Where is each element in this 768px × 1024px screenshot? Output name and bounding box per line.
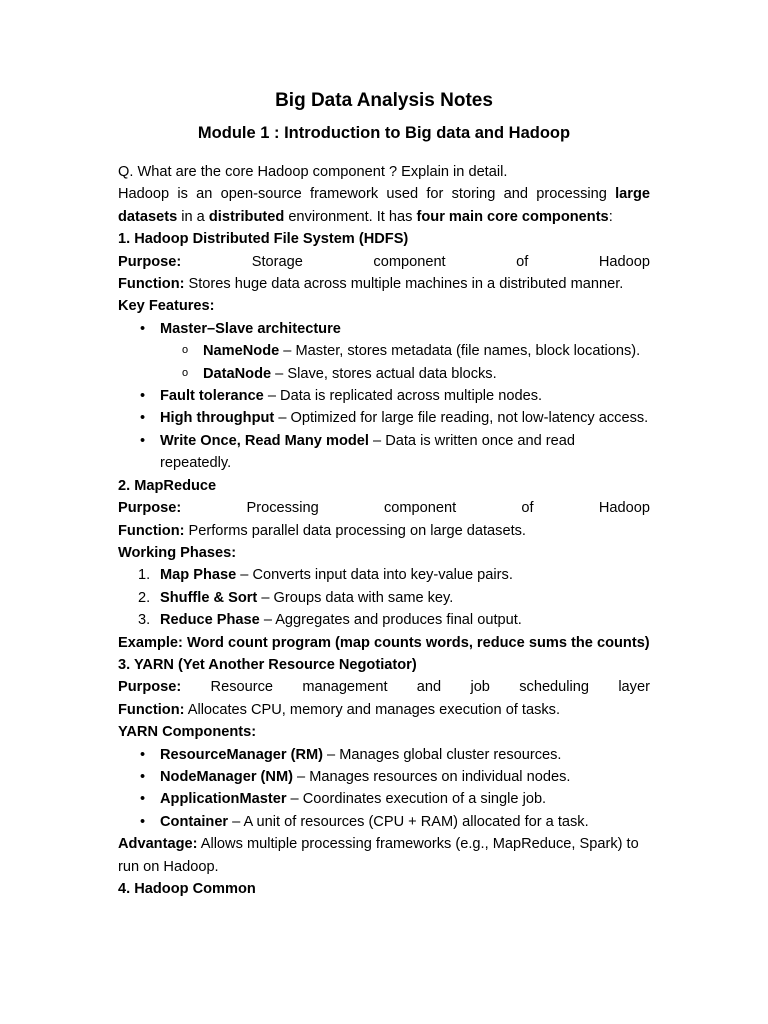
document-body [118, 88, 650, 900]
intro-bold-large: large [615, 186, 650, 203]
phase-text: – Aggregates and produces final output. [259, 612, 522, 629]
hdfs-purpose-word: component [373, 253, 446, 270]
hdfs-function-line [118, 273, 650, 295]
common-heading [118, 878, 650, 900]
yarn-advantage [118, 833, 650, 878]
list-item [118, 587, 650, 609]
hdfs-purpose-word: Storage [251, 253, 303, 270]
worm-text: – Data is written once and read repeatedly. [160, 432, 576, 472]
master-slave-label: Master–Slave architecture [160, 320, 341, 337]
component-text: – Manages global cluster resources. [323, 746, 562, 763]
intro-text-4: : [608, 208, 613, 225]
list-item [118, 609, 650, 631]
hdfs-heading-text: 1. Hadoop Distributed File System (HDFS) [118, 231, 409, 248]
namenode-text: – Master, stores metadata (file names, block locations). [279, 343, 641, 360]
yarn-purpose-word: layer [618, 679, 650, 696]
yarn-purpose-label: Purpose: [118, 679, 182, 696]
throughput-text: – Optimized for large file reading, not low-latency access. [274, 410, 649, 427]
intro-bold-datasets: datasets [118, 208, 178, 225]
component-label: ResourceManager (RM) [160, 746, 323, 763]
intro-paragraph [118, 183, 650, 228]
phase-text: – Converts input data into key-value pairs. [236, 567, 513, 584]
list-item [118, 385, 650, 407]
hdfs-features-list [118, 318, 650, 475]
page-title: Big Data Analysis Notes [275, 90, 493, 111]
hdfs-purpose-word: of [516, 253, 529, 270]
mapreduce-function-label: Function: [118, 522, 185, 539]
hdfs-purpose-line [118, 251, 650, 273]
list-item [118, 766, 650, 788]
throughput-label: High throughput [160, 410, 275, 427]
intro-bold-components: four main core components [416, 208, 609, 225]
yarn-purpose-word: and [416, 679, 442, 696]
mapreduce-purpose-word: Processing [246, 500, 319, 517]
intro-bold-distributed: distributed [208, 208, 285, 225]
phases-label [118, 542, 650, 564]
component-text: – Manages resources on individual nodes. [292, 768, 571, 785]
intro-text-2: in a [177, 208, 209, 225]
component-text: – A unit of resources (CPU + RAM) allocated for a task. [228, 813, 589, 830]
mapreduce-function-line [118, 520, 650, 542]
component-text: – Coordinates execution of a single job. [286, 791, 547, 808]
list-item [118, 811, 650, 833]
yarn-purpose-line [118, 676, 650, 698]
component-label: NodeManager (NM) [160, 768, 293, 785]
list-item [118, 340, 650, 362]
yarn-heading-text: 3. YARN (Yet Another Resource Negotiator) [118, 656, 417, 673]
hdfs-function-text: Stores huge data across multiple machines in a distributed manner. [184, 276, 624, 293]
mapreduce-purpose-word: Hadoop [598, 500, 650, 517]
list-item [118, 407, 650, 429]
mapreduce-heading-text: 2. MapReduce [118, 477, 217, 494]
phase-text: – Groups data with same key. [257, 589, 454, 606]
yarn-purpose-first [118, 676, 181, 698]
phases-label-text: Working Phases: [118, 544, 237, 561]
mapreduce-example-text: Example: Word count program (map counts words, reduce sums the counts) [118, 634, 650, 651]
yarn-purpose-word: Resource [210, 679, 274, 696]
worm-label: Write Once, Read Many model [160, 432, 369, 449]
yarn-components-list [118, 744, 650, 834]
hdfs-purpose-label: Purpose: [118, 253, 182, 270]
hdfs-heading [118, 228, 650, 250]
list-item [118, 788, 650, 810]
phase-label: Reduce Phase [160, 612, 260, 629]
hdfs-purpose-word: Hadoop [598, 253, 650, 270]
mapreduce-example [118, 632, 650, 654]
hdfs-function-label: Function: [118, 276, 185, 293]
mapreduce-heading [118, 475, 650, 497]
list-item [118, 564, 650, 586]
phase-number: 3. [138, 612, 151, 629]
yarn-heading [118, 654, 650, 676]
phase-label: Shuffle & Sort [160, 589, 258, 606]
yarn-advantage-label: Advantage: [118, 836, 198, 853]
phases-list [118, 564, 650, 631]
intro-text-3: environment. It has [284, 208, 417, 225]
yarn-purpose-word: job [470, 679, 490, 696]
intro-text-1: Hadoop is an open-source framework used for storing and processing [118, 186, 616, 203]
mapreduce-purpose-word: of [521, 500, 534, 517]
namenode-label: NameNode [203, 343, 280, 360]
mapreduce-purpose-word: component [383, 500, 457, 517]
phase-label: Map Phase [160, 567, 237, 584]
hdfs-purpose-first [118, 251, 181, 273]
fault-tolerance-label: Fault tolerance [160, 388, 264, 405]
yarn-function-label: Function: [118, 701, 185, 718]
yarn-components-label-text: YARN Components: [118, 724, 257, 741]
yarn-purpose-word: management [302, 679, 388, 696]
fault-tolerance-text: – Data is replicated across multiple nodes. [263, 388, 543, 405]
yarn-function-line [118, 699, 650, 721]
list-item [118, 744, 650, 766]
mapreduce-purpose-first [118, 497, 181, 519]
yarn-advantage-text: Allows multiple processing frameworks (e.g., MapReduce, Spark) to run on Hadoop. [118, 836, 639, 875]
hdfs-features-label [118, 295, 650, 317]
datanode-label: DataNode [203, 365, 272, 382]
hdfs-features-label-text: Key Features: [118, 298, 215, 315]
yarn-components-label [118, 721, 650, 743]
component-label: ApplicationMaster [160, 791, 287, 808]
yarn-purpose-word: scheduling [519, 679, 590, 696]
phase-number: 2. [138, 589, 151, 606]
list-item [118, 430, 650, 475]
yarn-function-text: Allocates CPU, memory and manages execution of tasks. [184, 701, 561, 718]
question-text: Q. What are the core Hadoop component ? Explain in detail. [118, 164, 508, 180]
list-item [118, 363, 650, 385]
component-label: Container [160, 813, 229, 830]
list-item [118, 318, 650, 340]
mapreduce-purpose-label: Purpose: [118, 500, 182, 517]
phase-number: 1. [138, 567, 151, 584]
mapreduce-purpose-line [118, 497, 650, 519]
module-subtitle: Module 1 : Introduction to Big data and Hadoop [197, 124, 571, 142]
mapreduce-function-text: Performs parallel data processing on large datasets. [184, 522, 526, 539]
datanode-text: – Slave, stores actual data blocks. [271, 365, 497, 382]
common-heading-text: 4. Hadoop Common [118, 881, 256, 897]
